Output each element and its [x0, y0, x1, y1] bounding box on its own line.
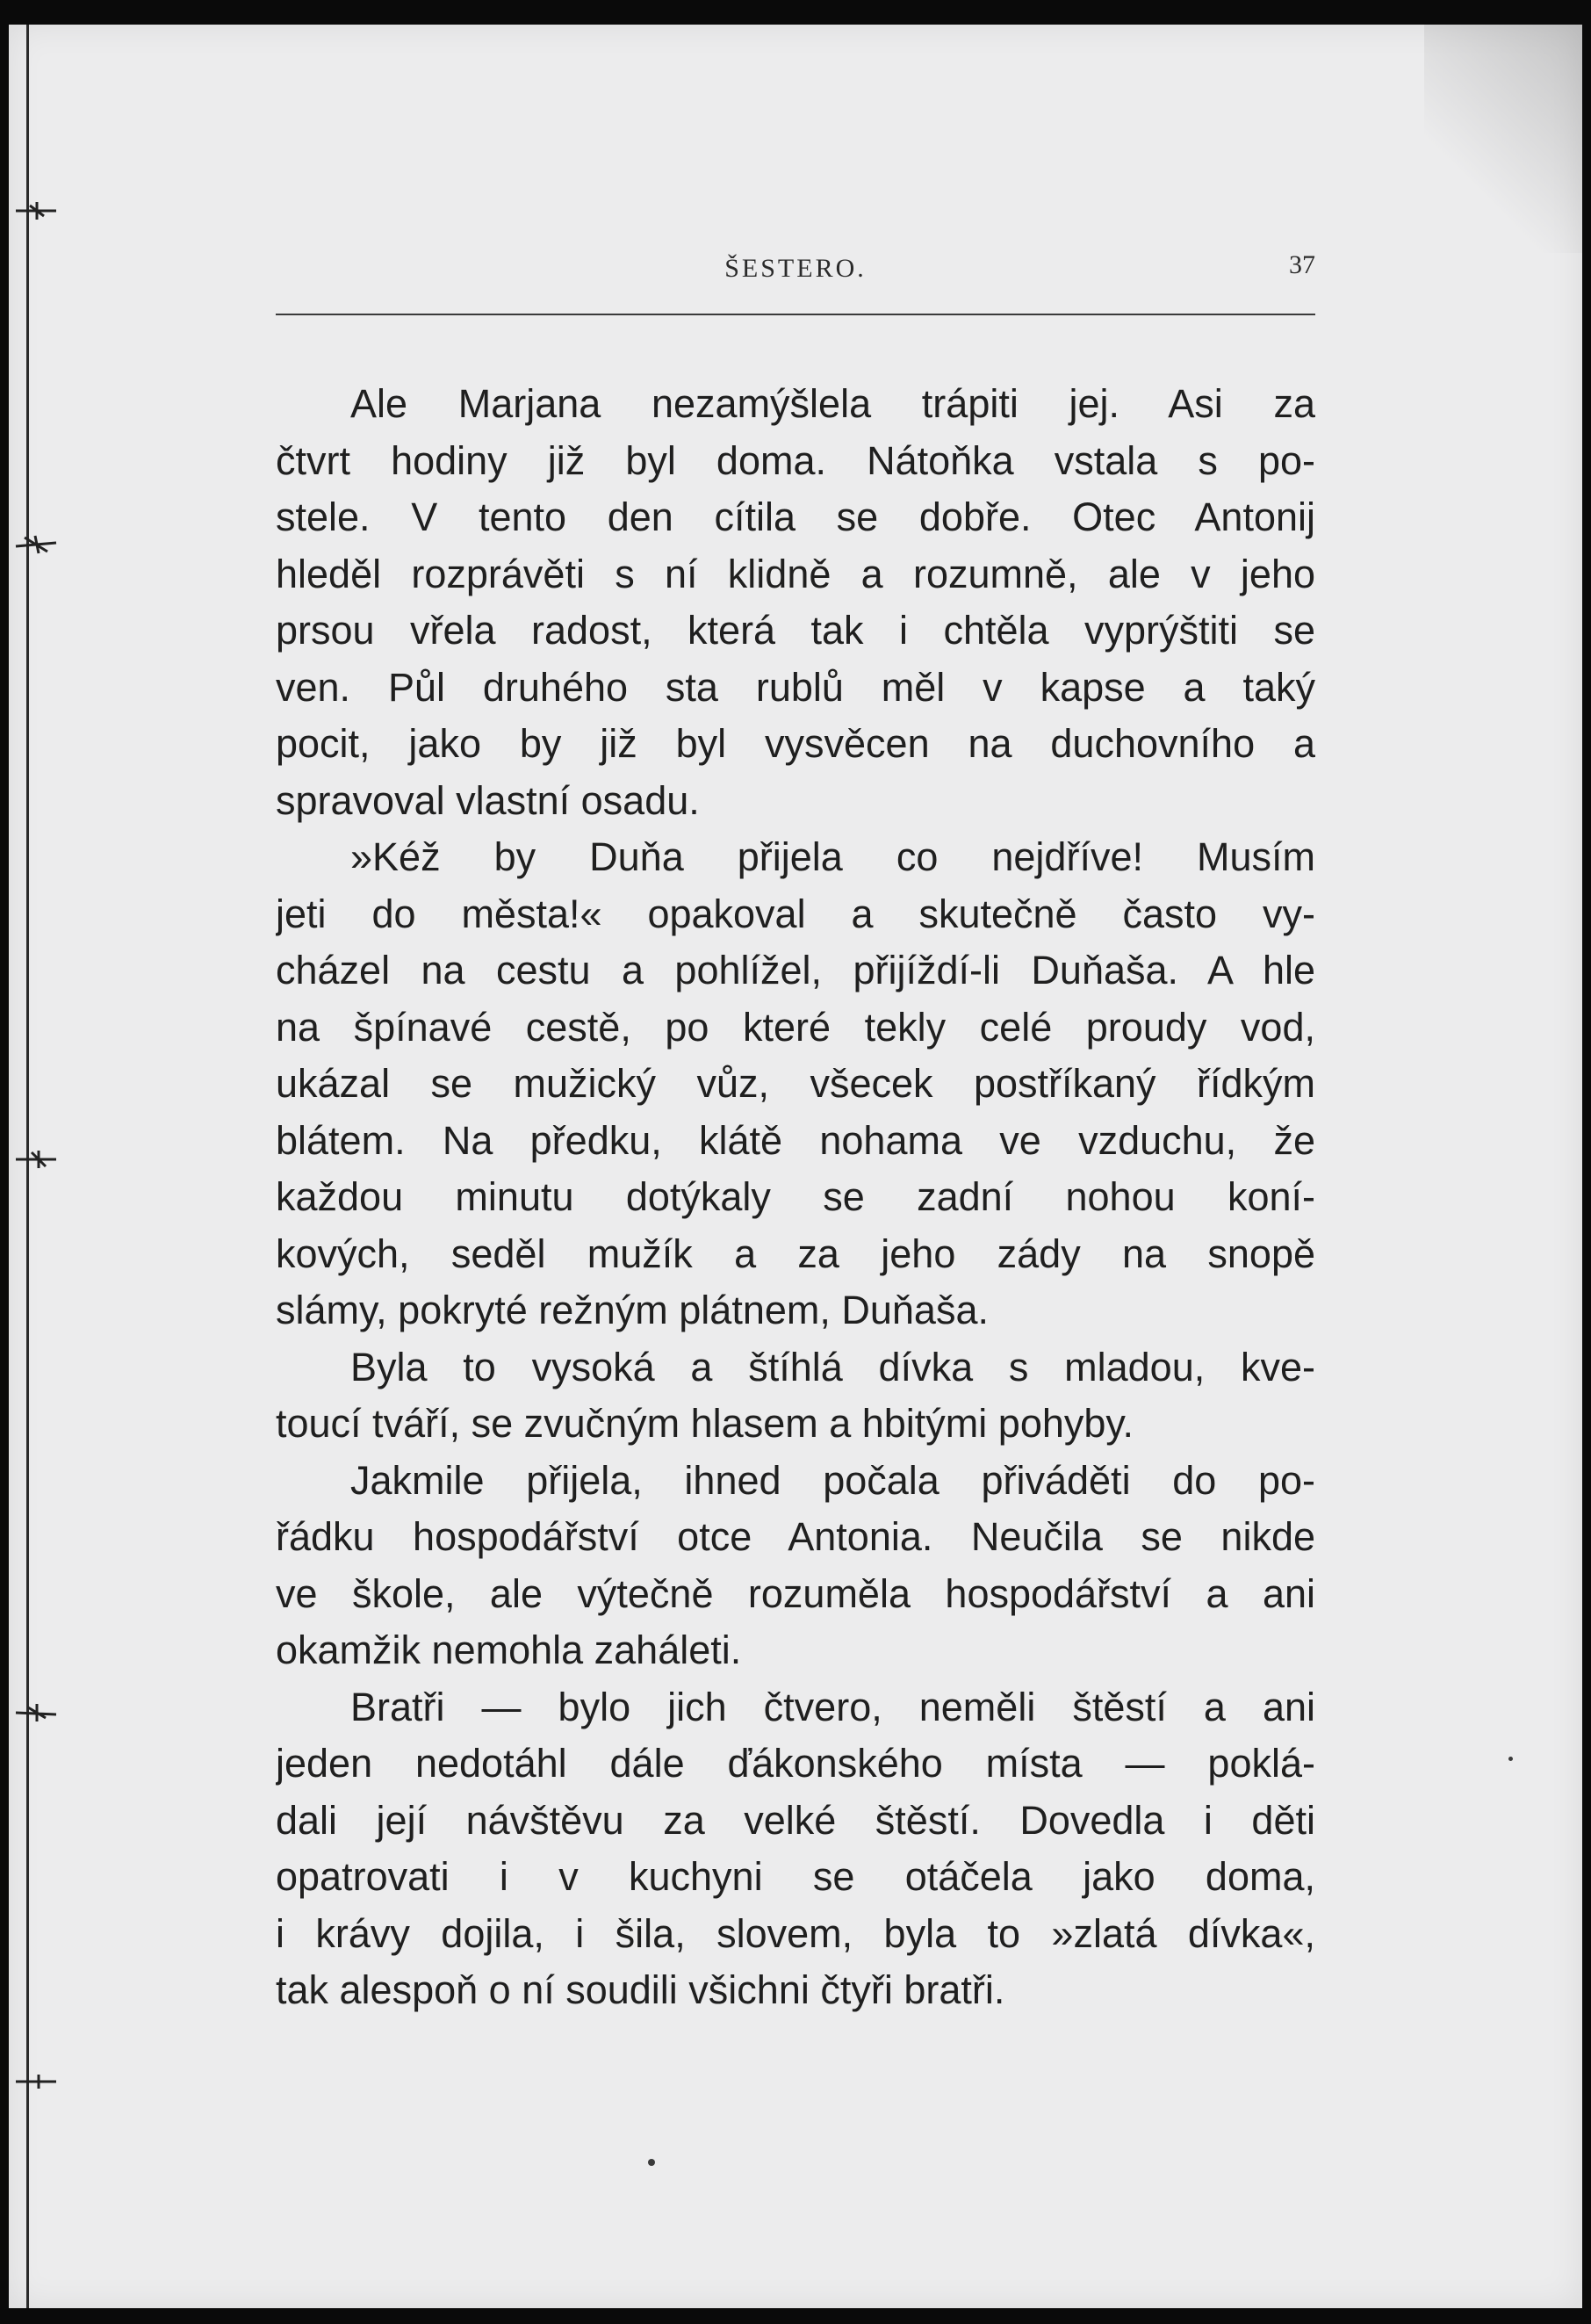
text-line: blátem. Na předku, klátě nohama ve vzduchu, že — [276, 1117, 1315, 1163]
text-line: každou minutu dotýkaly se zadní nohou koní- — [276, 1174, 1315, 1219]
text-line: opatrovati i v kuchyni se otáčela jako doma, — [276, 1854, 1315, 1899]
text-line: tak alespoň o ní soudili všichni čtyři bratři. — [276, 1967, 1005, 2012]
text-line: Byla to vysoká a štíhlá dívka s mladou, kve- — [350, 1344, 1315, 1389]
body-text — [276, 376, 1315, 2019]
binding-stitch-mark — [12, 1702, 65, 1723]
text-line: ve škole, ale výtečně rozuměla hospodářství a ani — [276, 1570, 1315, 1616]
text-line: dali její návštěvu za velké štěstí. Dovedla i děti — [276, 1797, 1315, 1843]
text-line: ukázal se mužický vůz, všecek postříkaný řídkým — [276, 1061, 1315, 1106]
binding-stitch-mark — [12, 534, 65, 555]
text-line: toucí tváří, se zvučným hlasem a hbitými pohyby. — [276, 1401, 1134, 1446]
page-number: 37 — [1289, 250, 1315, 279]
text-line: prsou vřela radost, která tak i chtěla vyprýštiti se — [276, 608, 1315, 653]
text-line: okamžik nemohla zaháleti. — [276, 1628, 742, 1672]
page-corner-shadow — [1424, 25, 1582, 253]
binding-stitch-mark — [12, 2071, 65, 2092]
binding-stitch-mark — [12, 1149, 65, 1170]
text-line: stele. V tento den cítila se dobře. Otec Antonij — [276, 494, 1315, 539]
text-line: čtvrt hodiny již byl doma. Nátoňka vstala s po- — [276, 437, 1315, 483]
text-line: jeden nedotáhl dále ďákonského místa — poklá- — [276, 1741, 1315, 1786]
text-line: na špínavé cestě, po které tekly celé proudy vod, — [276, 1004, 1315, 1050]
text-line: hleděl rozprávěti s ní klidně a rozumně, ale v jeho — [276, 551, 1315, 596]
print-speck — [1508, 1757, 1513, 1761]
text-line: kových, seděl mužík a za jeho zády na snopě — [276, 1231, 1315, 1276]
text-line: spravoval vlastní osadu. — [276, 777, 700, 823]
print-speck — [648, 2159, 655, 2166]
text-line: Ale Marjana nezamýšlela trápiti jej. Asi za — [350, 381, 1315, 426]
running-title: ŠESTERO. — [724, 254, 867, 283]
text-line: pocit, jako by již byl vysvěcen na duchovního a — [276, 721, 1315, 766]
text-line: slámy, pokryté režným plátnem, Duňaša. — [276, 1288, 989, 1332]
text-line: cházel na cestu a pohlížel, přijíždí-li Duňaša. A hle — [276, 948, 1315, 992]
page-header — [276, 242, 1315, 291]
text-line: ven. Půl druhého sta rublů měl v kapse a taký — [276, 664, 1315, 710]
header-rule — [276, 314, 1315, 315]
text-line: Bratři — bylo jich čtvero, neměli štěstí a ani — [350, 1684, 1315, 1729]
text-line: Jakmile přijela, ihned počala přiváděti do po- — [350, 1457, 1315, 1503]
text-line: řádku hospodářství otce Antonia. Neučila se nikde — [276, 1514, 1315, 1559]
text-line: »Kéž by Duňa přijela co nejdříve! Musím — [350, 834, 1315, 879]
binding-stitch-mark — [12, 200, 65, 221]
text-line: jeti do města!« opakoval a skutečně často vy- — [276, 891, 1315, 936]
text-line: i krávy dojila, i šila, slovem, byla to »zlatá dívka«, — [276, 1910, 1315, 1956]
